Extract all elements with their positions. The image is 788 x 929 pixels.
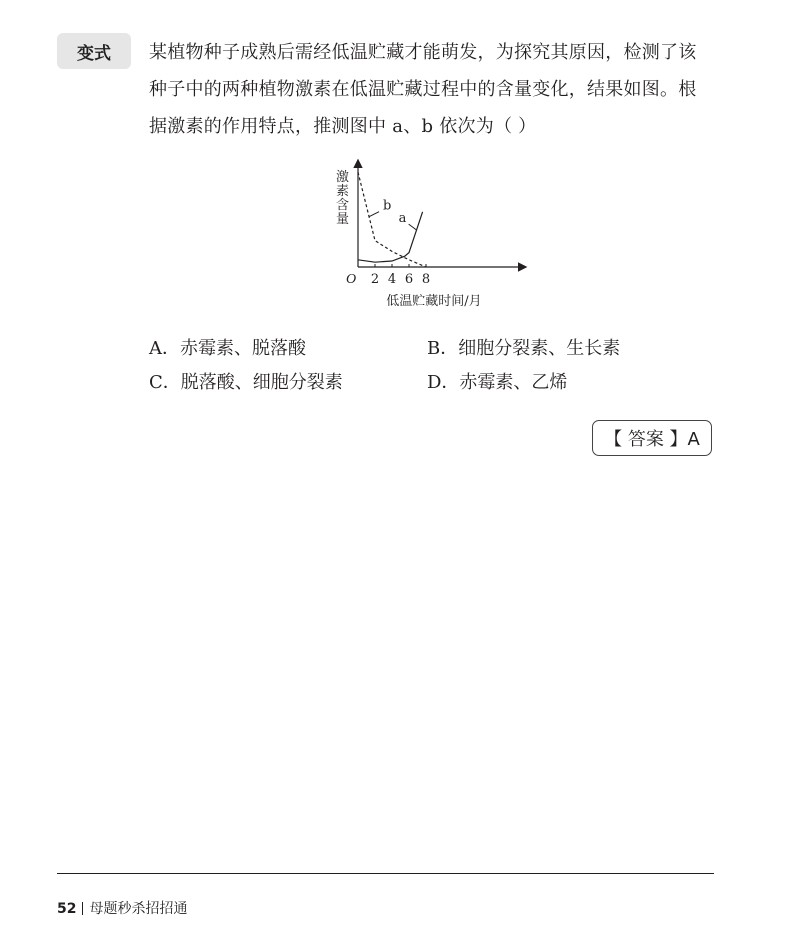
answer-box: 【 答案 】A bbox=[592, 420, 712, 456]
question-line: 某植物种子成熟后需经低温贮藏才能萌发，为探究其原因，检测了该 bbox=[149, 42, 697, 63]
x-tick-label: 4 bbox=[387, 272, 397, 287]
footer bbox=[57, 898, 187, 918]
series-b-line bbox=[358, 172, 426, 267]
series-a-label: a bbox=[398, 211, 407, 227]
exercise-tag: 变式 bbox=[57, 33, 131, 69]
series-b-label: b bbox=[383, 198, 392, 214]
question-line: 据激素的作用特点，推测图中 a、b 依次为（ ） bbox=[149, 116, 537, 137]
option-d[interactable]: D．赤霉素、乙烯 bbox=[427, 372, 568, 393]
page-number: 52 bbox=[57, 901, 77, 917]
origin-label: O bbox=[346, 272, 357, 287]
footer-rule bbox=[57, 873, 714, 874]
x-tick-label: 2 bbox=[370, 272, 380, 287]
question-line: 种子中的两种植物激素在低温贮藏过程中的含量变化，结果如图。根 bbox=[149, 79, 697, 100]
option-b[interactable]: B．细胞分裂素、生长素 bbox=[427, 338, 621, 359]
book-title: 母题秒杀招招通 bbox=[89, 901, 188, 917]
question-text bbox=[149, 34, 721, 145]
x-tick-label: 8 bbox=[421, 272, 431, 287]
series-a-line bbox=[358, 212, 423, 262]
series-a-leader bbox=[409, 224, 417, 230]
series-b-leader bbox=[369, 212, 379, 217]
y-axis-label bbox=[336, 170, 349, 227]
x-axis-label: 低温贮藏时间/月 bbox=[386, 294, 482, 309]
x-tick-label: 6 bbox=[404, 272, 414, 287]
option-a[interactable]: A．赤霉素、脱落酸 bbox=[149, 338, 306, 359]
hormone-chart bbox=[320, 155, 540, 315]
footer-divider bbox=[82, 902, 83, 915]
y-axis-label-text: 激素含量 bbox=[336, 170, 350, 227]
option-c[interactable]: C．脱落酸、细胞分裂素 bbox=[149, 372, 343, 393]
